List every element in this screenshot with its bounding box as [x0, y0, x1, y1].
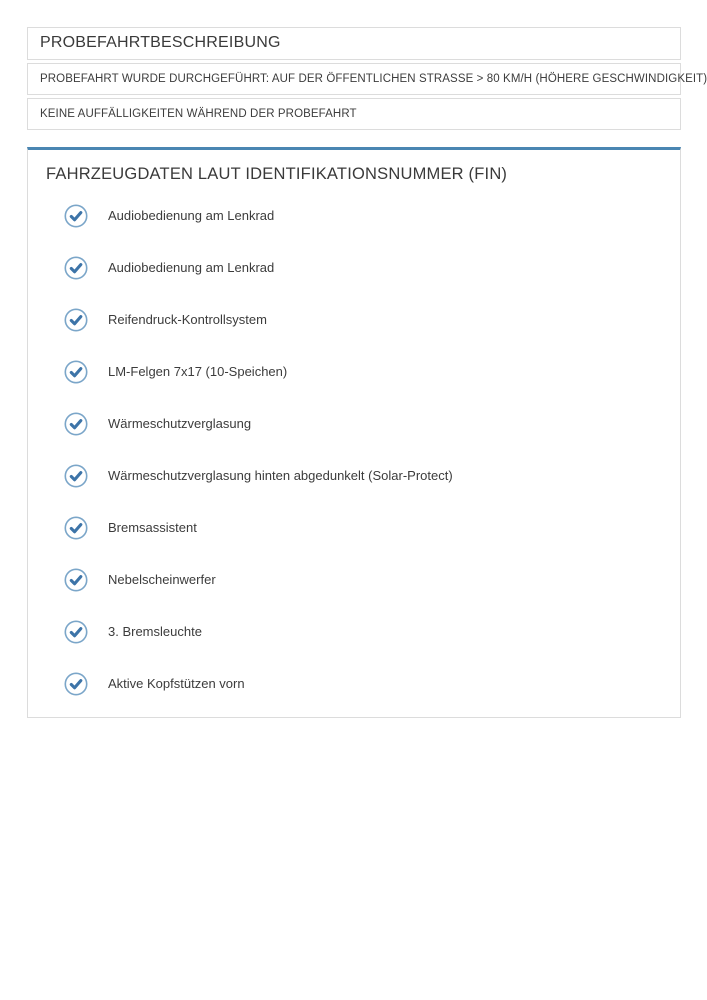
check-circle-icon — [64, 516, 88, 540]
section-probefahrtbeschreibung — [27, 27, 707, 130]
equipment-item-label: Aktive Kopfstützen vorn — [108, 676, 245, 691]
probefahrt-detail-row: KEINE AUFFÄLLIGKEITEN WÄHREND DER PROBEFAHRT — [27, 98, 681, 130]
check-circle-icon — [64, 620, 88, 644]
equipment-item — [64, 568, 662, 592]
equipment-item-label: Audiobedienung am Lenkrad — [108, 260, 275, 275]
equipment-item-label: Audiobedienung am Lenkrad — [108, 208, 275, 223]
check-circle-icon — [64, 360, 88, 384]
equipment-item — [64, 204, 662, 228]
check-circle-icon — [64, 412, 88, 436]
equipment-item — [64, 516, 662, 540]
equipment-item — [64, 464, 662, 488]
equipment-item-label: LM-Felgen 7x17 (10-Speichen) — [108, 364, 288, 379]
equipment-item-label: 3. Bremsleuchte — [108, 624, 202, 639]
check-circle-icon — [64, 464, 88, 488]
equipment-item — [64, 308, 662, 332]
equipment-item — [64, 672, 662, 696]
equipment-list — [46, 204, 662, 696]
probefahrt-section-title: PROBEFAHRTBESCHREIBUNG — [27, 27, 681, 60]
check-circle-icon — [64, 568, 88, 592]
check-circle-icon — [64, 204, 88, 228]
equipment-item — [64, 620, 662, 644]
check-circle-icon — [64, 672, 88, 696]
probefahrt-detail-row: PROBEFAHRT WURDE DURCHGEFÜHRT: AUF DER ÖFFENTLICHEN STRASSE > 80 KM/H (HÖHERE GESCHWINDIGKEIT) — [27, 63, 681, 95]
equipment-item-label: Nebelscheinwerfer — [108, 572, 216, 587]
fahrzeugdaten-section-title: FAHRZEUGDATEN LAUT IDENTIFIKATIONSNUMMER (FIN) — [46, 165, 508, 183]
equipment-item-label: Wärmeschutzverglasung hinten abgedunkelt (Solar-Protect) — [108, 468, 453, 483]
equipment-item — [64, 360, 662, 384]
report-content — [27, 27, 707, 718]
check-circle-icon — [64, 308, 88, 332]
equipment-item — [64, 256, 662, 280]
equipment-item — [64, 412, 662, 436]
section-fahrzeugdaten-fin — [27, 147, 681, 718]
equipment-item-label: Wärmeschutzverglasung — [108, 416, 252, 431]
equipment-item-label: Bremsassistent — [108, 520, 197, 535]
check-circle-icon — [64, 256, 88, 280]
equipment-item-label: Reifendruck-Kontrollsystem — [108, 312, 267, 327]
